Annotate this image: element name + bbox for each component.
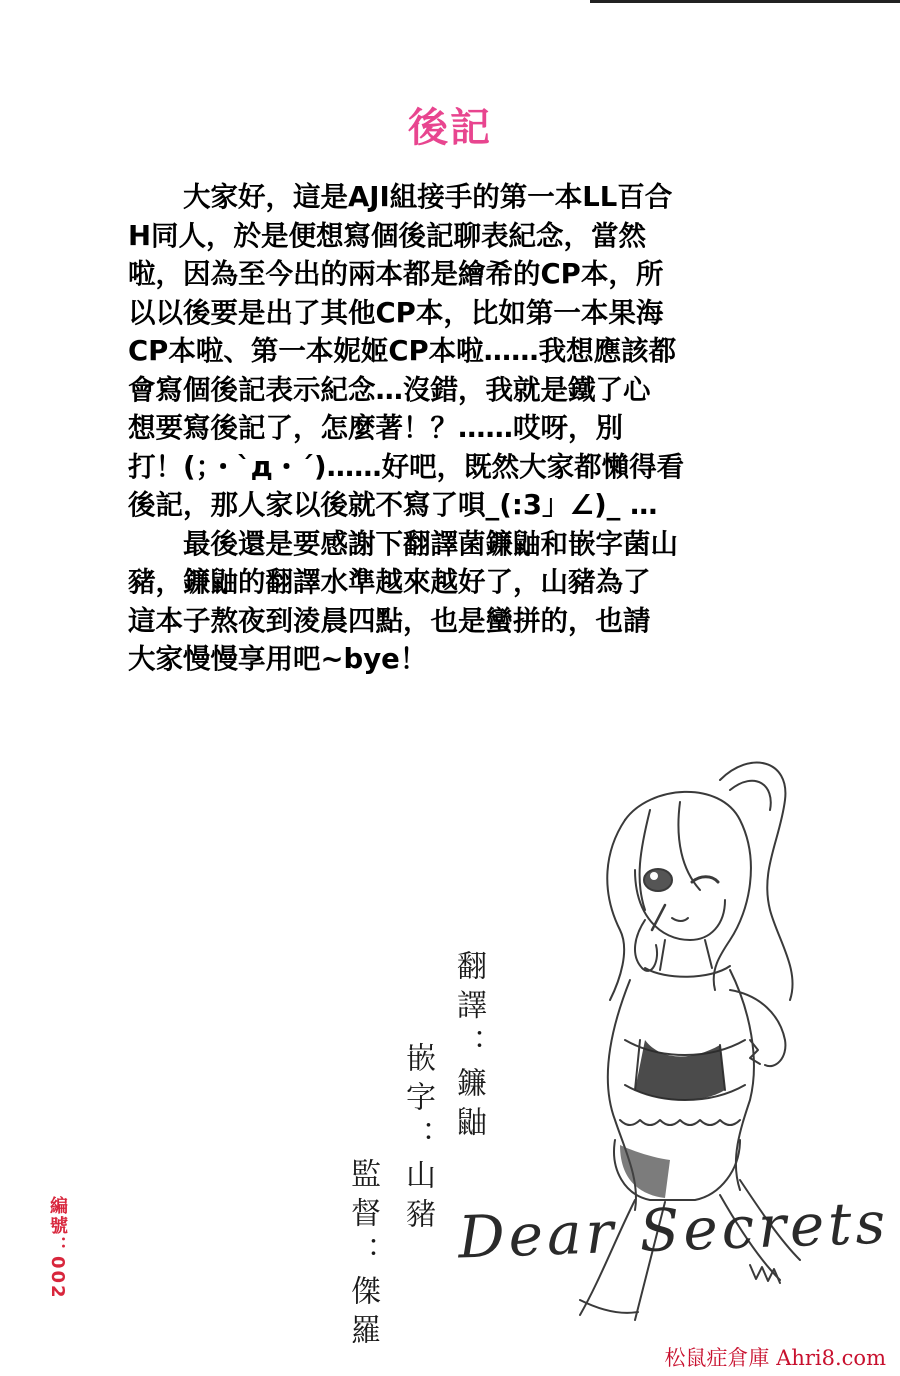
body-line: 打！(；・`д・´)……好吧，既然大家都懶得看 bbox=[128, 450, 685, 483]
body-line: 豬，鐮鼬的翻譯水準越來越好了，山豬為了 bbox=[128, 566, 651, 598]
body-line: 大家慢慢享用吧~bye！ bbox=[128, 643, 428, 675]
body-line: 啦，因為至今出的兩本都是繪希的CP本，所 bbox=[128, 258, 664, 290]
credit-translation: 翻譯：鐮鼬 bbox=[451, 950, 486, 1145]
credit-typesetting: 嵌字：山豬 bbox=[400, 1042, 435, 1237]
body-line: CP本啦、第一本妮姬CP本啦……我想應該都 bbox=[128, 335, 677, 367]
body-line: 後記，那人家以後就不寫了唄_(:3」∠)_ … bbox=[128, 489, 658, 521]
page-title: 後記 bbox=[408, 105, 492, 151]
body-line: 會寫個後記表示紀念…沒錯，我就是鐵了心 bbox=[128, 373, 651, 406]
body-line: H同人，於是便想寫個後記聊表紀念，當然 bbox=[128, 219, 647, 252]
art-title-script: Dear Secrets bbox=[456, 1188, 891, 1272]
body-line: 大家好，這是AJI組接手的第一本LL百合 bbox=[128, 181, 673, 213]
watermark: 松鼠症倉庫 Ahri8.com bbox=[664, 1346, 886, 1370]
body-line: 想要寫後記了，怎麼著！？……哎呀，別 bbox=[128, 412, 623, 444]
afterword-body bbox=[128, 178, 778, 679]
body-line: 以以後要是出了其他CP本，比如第一本果海 bbox=[128, 296, 664, 329]
serial-number: 編號：002 bbox=[47, 1196, 68, 1300]
top-border-rule bbox=[590, 0, 900, 3]
credit-supervision: 監督：傑羅 bbox=[345, 1158, 380, 1353]
body-line: 最後還是要感謝下翻譯菌鐮鼬和嵌字菌山 bbox=[128, 527, 678, 560]
body-line: 這本子熬夜到淩晨四點，也是蠻拼的，也請 bbox=[128, 604, 651, 637]
